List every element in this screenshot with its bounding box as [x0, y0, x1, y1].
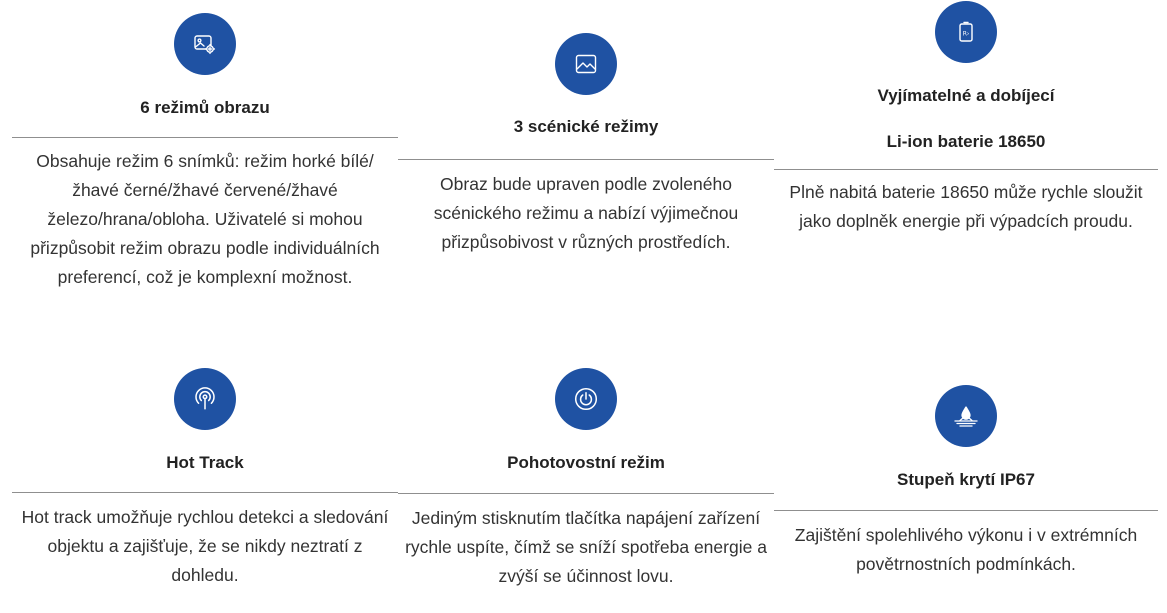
feature-standby — [398, 368, 774, 591]
feature-description: Plně nabitá baterie 18650 může rychle sloužit jako doplněk energie při výpadcích proudu. — [789, 182, 1143, 231]
feature-description: Zajištění spolehlivého výkonu i v extrémních povětrnostních podmínkách. — [794, 525, 1138, 574]
water-drop-icon — [935, 385, 997, 447]
feature-title: Pohotovostní režim — [507, 453, 665, 472]
divider — [12, 137, 398, 138]
feature-title: Hot Track — [166, 453, 244, 472]
feature-battery — [774, 1, 1158, 236]
svg-text:R›: R› — [962, 30, 970, 38]
feature-description: Obraz bude upraven podle zvoleného scénického režimu a nabízí výjimečnou přizpůsobivost v různých prostředích. — [433, 174, 739, 252]
divider — [398, 493, 774, 494]
feature-image-modes — [12, 13, 398, 292]
feature-ip67 — [774, 385, 1158, 579]
divider — [12, 492, 398, 493]
feature-description: Jediným stisknutím tlačítka napájení zařízení rychle uspíte, čímž se sníží spotřeba energie a zvýší se účinnost lovu. — [405, 508, 767, 586]
divider — [774, 169, 1158, 170]
feature-title: Stupeň krytí IP67 — [897, 470, 1035, 489]
hot-track-icon — [174, 368, 236, 430]
divider — [398, 159, 774, 160]
image-settings-icon — [174, 13, 236, 75]
feature-description: Hot track umožňuje rychlou detekci a sledování objektu a zajišťuje, že se nikdy neztratí z dohledu. — [21, 507, 389, 585]
feature-hot-track — [12, 368, 398, 590]
battery-icon — [935, 1, 997, 63]
feature-title: 6 režimů obrazu — [140, 98, 270, 117]
divider — [774, 510, 1158, 511]
feature-title: Vyjímatelné a dobíjecí — [877, 86, 1055, 105]
landscape-icon — [555, 33, 617, 95]
feature-description: Obsahuje režim 6 snímků: režim horké bílé/žhavé černé/žhavé červené/žhavé železo/hrana/obloha. Uživatelé si mohou přizpůsobit režim obrazu podle individuálních preferencí, což je komplexní možnost. — [30, 151, 380, 287]
power-standby-icon — [555, 368, 617, 430]
feature-scene-modes — [398, 33, 774, 257]
feature-title: 3 scénické režimy — [513, 117, 659, 136]
feature-title-line-2: Li-ion baterie 18650 — [886, 132, 1046, 151]
